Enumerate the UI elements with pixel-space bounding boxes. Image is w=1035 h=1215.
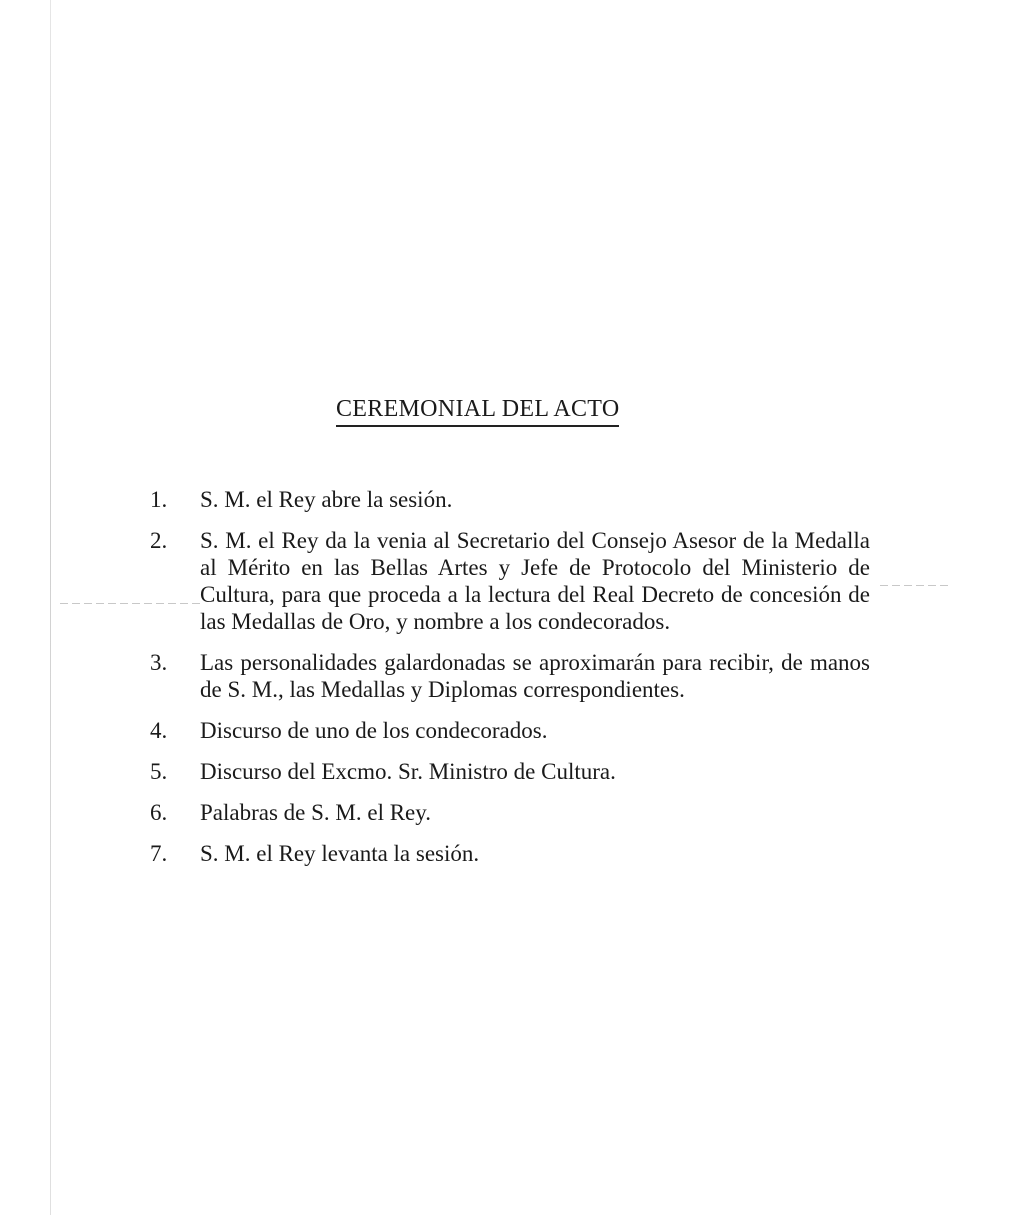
item-number: 2. xyxy=(150,528,168,553)
list-item xyxy=(150,717,870,744)
item-number: 4. xyxy=(150,718,168,743)
item-text: S. M. el Rey da la venia al Secretario del Consejo Asesor de la Medalla al Mérito en las Bellas Artes y Jefe de Protocolo del Ministerio de Cultura, para que proceda a la lectura del Real Decreto de concesión de las Medallas de Oro, y nombre a los condecorados. xyxy=(200,528,870,634)
list-item xyxy=(150,799,870,826)
scan-artifact-right xyxy=(880,585,950,586)
list-item xyxy=(150,486,870,513)
list-item xyxy=(150,840,870,867)
item-number: 7. xyxy=(150,841,168,866)
item-number: 5. xyxy=(150,759,168,784)
list-item xyxy=(150,527,870,635)
ceremony-steps-list xyxy=(150,486,870,881)
item-text: S. M. el Rey abre la sesión. xyxy=(200,487,453,512)
list-item xyxy=(150,758,870,785)
item-text: Palabras de S. M. el Rey. xyxy=(200,800,432,825)
item-text: Discurso de uno de los condecorados. xyxy=(200,718,548,743)
item-text: Discurso del Excmo. Sr. Ministro de Cultura. xyxy=(200,759,616,784)
item-text: S. M. el Rey levanta la sesión. xyxy=(200,841,480,866)
document-title: CEREMONIAL DEL ACTO xyxy=(336,394,619,427)
item-number: 1. xyxy=(150,487,168,512)
item-number: 3. xyxy=(150,650,168,675)
scan-fold-line xyxy=(50,0,51,1215)
item-number: 6. xyxy=(150,800,168,825)
item-text: Las personalidades galardonadas se aproximarán para recibir, de manos de S. M., las Medallas y Diplomas correspondientes. xyxy=(200,650,870,702)
list-item xyxy=(150,649,870,703)
